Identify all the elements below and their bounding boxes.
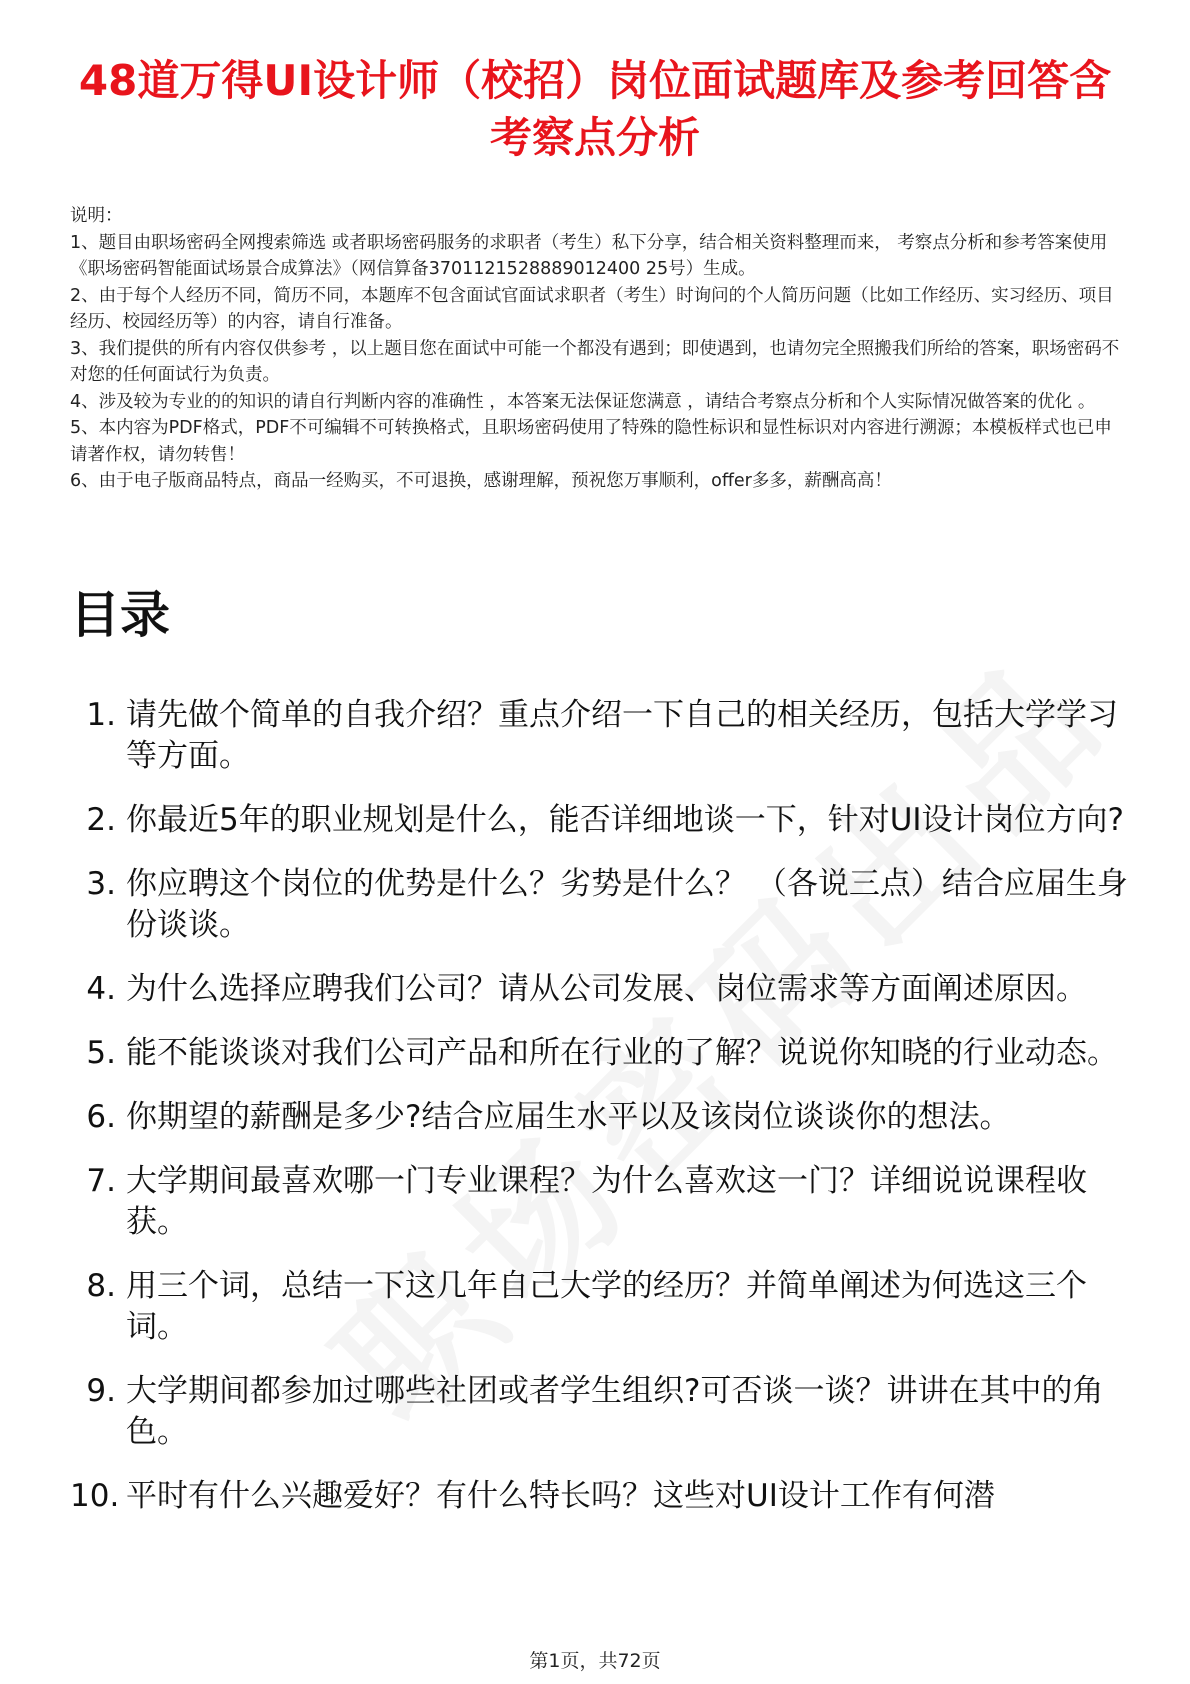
question-number: 5.	[86, 1035, 116, 1071]
note-item: 2、由于每个人经历不同，简历不同，本题库不包含面试官面试求职者（考生）时询问的个人简历问题（比如工作经历、实习经历、项目经历、校园经历等）的内容，请自行准备。	[70, 285, 1114, 332]
document-title: 48道万得UI设计师（校招）岗位面试题库及参考回答含考察点分析	[78, 56, 1112, 162]
question-text: 为什么选择应聘我们公司？请从公司发展、岗位需求等方面阐述原因。	[126, 971, 1087, 1007]
question-item	[70, 800, 1135, 841]
question-text: 大学期间最喜欢哪一门专业课程？为什么喜欢这一门？详细说说课程收获。	[126, 1163, 1087, 1240]
toc-heading: 目录	[70, 586, 170, 644]
note-item: 6、由于电子版商品特点，商品一经购买，不可退换，感谢理解，预祝您万事顺利，offer多多，薪酬高高！	[70, 471, 892, 491]
question-number: 8.	[86, 1268, 116, 1304]
question-item	[70, 1371, 1135, 1453]
question-text: 你最近5年的职业规划是什么，能否详细地谈一下，针对UI设计岗位方向?	[126, 802, 1125, 838]
note-item: 3、我们提供的所有内容仅供参考 ，以上题目您在面试中可能一个都没有遇到；即使遇到，也请勿完全照搬我们所给的答案，职场密码不对您的任何面试行为负责。	[70, 338, 1120, 385]
question-text: 平时有什么兴趣爱好？有什么特长吗？这些对UI设计工作有何潜	[126, 1478, 995, 1514]
notes-heading: 说明：	[70, 206, 123, 226]
question-list	[70, 695, 1135, 1540]
question-item	[70, 864, 1135, 946]
page-number: 第1页，共72页	[529, 1650, 661, 1672]
question-number: 7.	[86, 1163, 116, 1199]
note-item: 5、本内容为PDF格式，PDF不可编辑不可转换格式，且职场密码使用了特殊的隐性标识和显性标识对内容进行溯源；本模板样式也已申请著作权，请勿转售！	[70, 418, 1112, 465]
question-item	[70, 695, 1135, 777]
question-text: 你应聘这个岗位的优势是什么？劣势是什么？ （各说三点）结合应届生身份谈谈。	[126, 866, 1128, 943]
question-number: 9.	[86, 1373, 116, 1409]
question-number: 3.	[86, 866, 116, 902]
question-number: 2.	[86, 802, 116, 838]
question-item	[70, 1266, 1135, 1348]
question-number: 10.	[70, 1478, 120, 1514]
note-item: 4、涉及较为专业的的知识的请自行判断内容的准确性 ，本答案无法保证您满意 ，请结合考察点分析和个人实际情况做答案的优化 。	[70, 391, 1096, 412]
question-text: 能不能谈谈对我们公司产品和所在行业的了解？说说你知晓的行业动态。	[126, 1035, 1118, 1071]
question-item	[70, 969, 1135, 1010]
question-item	[70, 1033, 1135, 1074]
question-number: 6.	[86, 1099, 116, 1135]
question-number: 4.	[86, 971, 116, 1007]
note-item: 1、题目由职场密码全网搜索筛选 或者职场密码服务的求职者（考生）私下分享，结合相关资料整理而来， 考察点分析和参考答案使用《职场密码智能面试场景合成算法》（网信算备3701121528889012400 25号）生成。	[70, 232, 1108, 279]
question-text: 大学期间都参加过哪些社团或者学生组织?可否谈一谈？讲讲在其中的角色。	[126, 1373, 1104, 1450]
question-item	[70, 1097, 1135, 1138]
question-text: 用三个词，总结一下这几年自己大学的经历？并简单阐述为何选这三个词。	[126, 1268, 1087, 1345]
question-item	[70, 1161, 1135, 1243]
instructions	[70, 203, 1125, 495]
question-item	[70, 1476, 1135, 1517]
question-text: 你期望的薪酬是多少?结合应届生水平以及该岗位谈谈你的想法。	[126, 1099, 1011, 1135]
question-number: 1.	[86, 697, 116, 733]
question-text: 请先做个简单的自我介绍？重点介绍一下自己的相关经历，包括大学学习等方面。	[126, 697, 1118, 774]
